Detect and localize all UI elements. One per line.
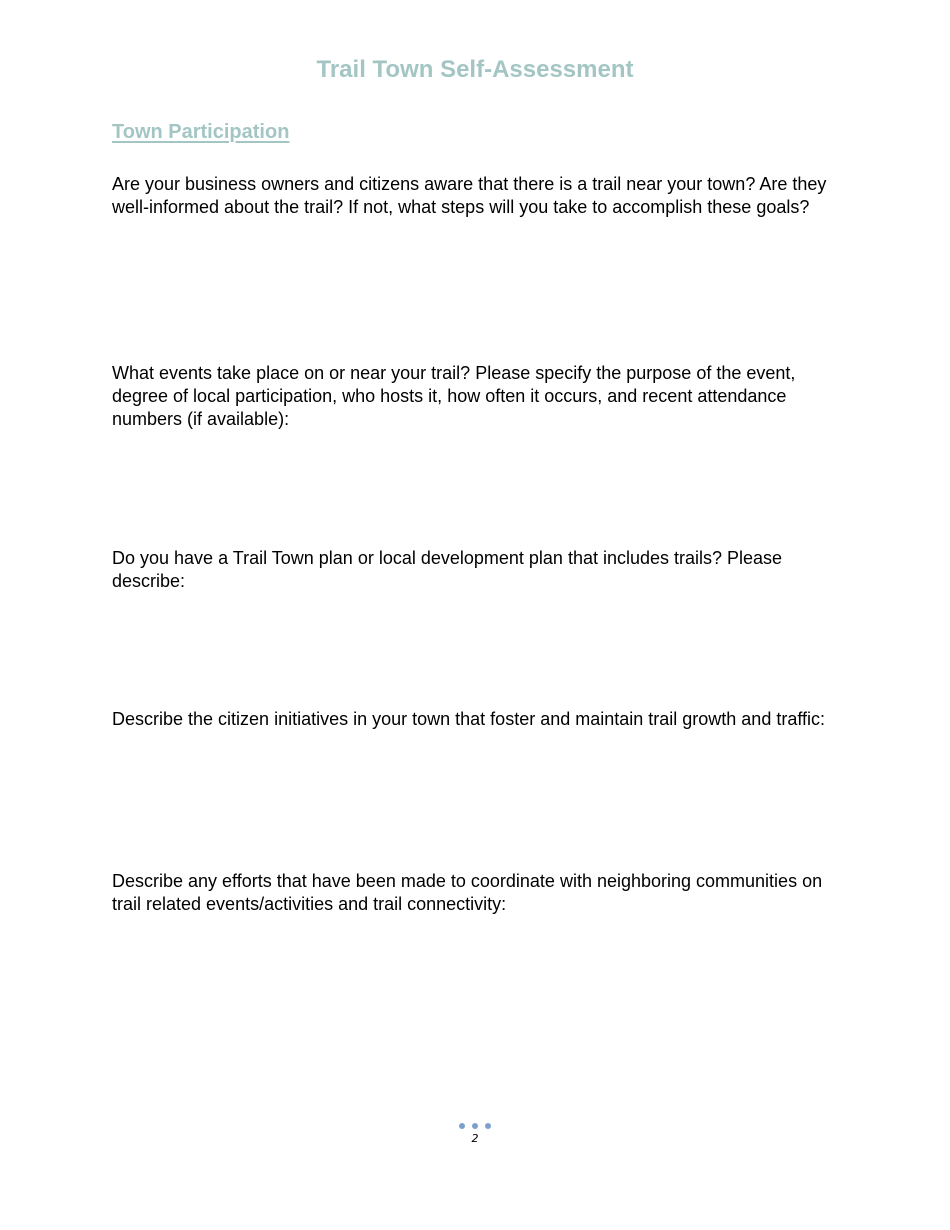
page-number: 2 bbox=[471, 1132, 479, 1145]
question-citizen-initiatives: Describe the citizen initiatives in your town that foster and maintain trail growth and traffic: bbox=[112, 709, 826, 729]
dot-icon bbox=[459, 1123, 465, 1129]
question-neighbor-coordination: Describe any efforts that have been made to coordinate with neighboring communities on trail related events/activities and trail connectivity: bbox=[112, 871, 823, 914]
document-title: Trail Town Self-Assessment bbox=[316, 56, 634, 83]
dot-icon bbox=[485, 1123, 491, 1129]
dot-icon bbox=[472, 1123, 478, 1129]
page-footer bbox=[0, 1123, 950, 1145]
section-heading: Town Participation bbox=[112, 121, 290, 143]
question-development-plan: Do you have a Trail Town plan or local development plan that includes trails? Please describe: bbox=[112, 548, 783, 591]
question-trail-events: What events take place on or near your trail? Please specify the purpose of the event, degree of local participation, who hosts it, how often it occurs, and recent attendance numbers (if available): bbox=[112, 363, 796, 429]
question-business-awareness: Are your business owners and citizens aware that there is a trail near your town? Are they well-informed about the trail? If not, what steps will you take to accomplish these goals? bbox=[112, 174, 827, 217]
footer-dots-icon bbox=[0, 1123, 950, 1130]
